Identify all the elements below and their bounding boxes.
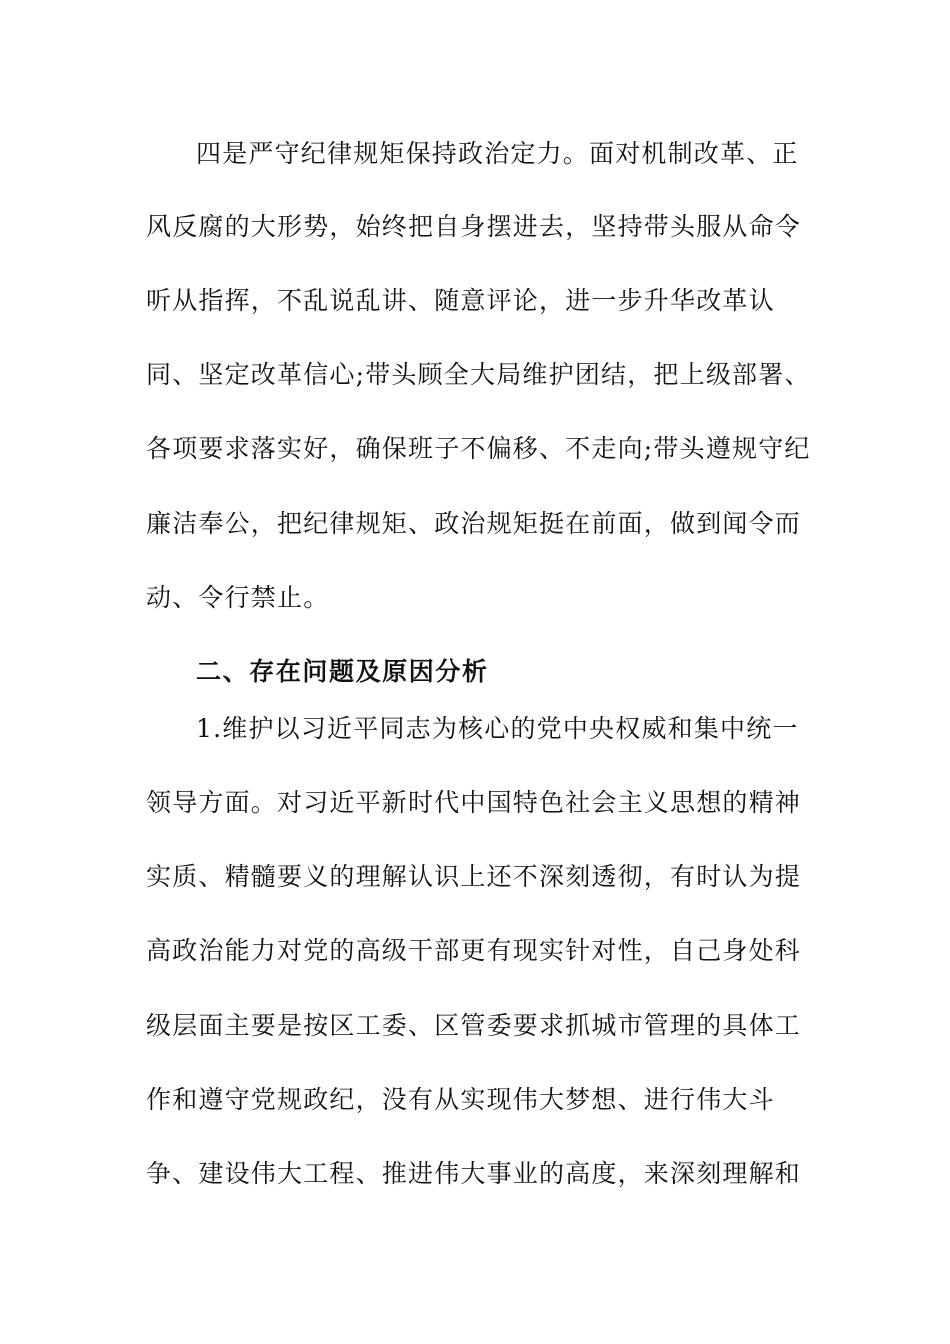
paragraph-line: 1.维护以习近平同志为核心的党中央权威和集中统一 xyxy=(196,714,799,743)
paragraph-line: 实质、精髓要义的理解认识上还不深刻透彻，有时认为提 xyxy=(146,862,802,891)
paragraph-line: 高政治能力对党的高级干部更有现实针对性，自己身处科 xyxy=(146,936,802,965)
paragraph-line: 听从指挥，不乱说乱讲、随意评论，进一步升华改革认 xyxy=(146,286,775,315)
paragraph-line: 动、令行禁止。 xyxy=(146,583,330,612)
paragraph-line: 作和遵守党规政纪，没有从实现伟大梦想、进行伟大斗 xyxy=(146,1085,775,1114)
section-heading: 二、存在问题及原因分析 xyxy=(196,657,489,686)
paragraph-line: 四是严守纪律规矩保持政治定力。面对机制改革、正 xyxy=(196,139,799,168)
paragraph-line: 领导方面。对习近平新时代中国特色社会主义思想的精神 xyxy=(146,788,802,817)
paragraph-line: 争、建设伟大工程、推进伟大事业的高度，来深刻理解和 xyxy=(146,1159,802,1188)
paragraph-line: 各项要求落实好，确保班子不偏移、不走向;带头遵规守纪 xyxy=(146,434,811,463)
paragraph-line: 级层面主要是按区工委、区管委要求抓城市管理的具体工 xyxy=(146,1011,802,1040)
paragraph-line: 风反腐的大形势，始终把自身摆进去，坚持带头服从命令 xyxy=(146,212,802,241)
paragraph-line: 同、坚定改革信心;带头顾全大局维护团结，把上级部署、 xyxy=(146,360,811,389)
paragraph-line: 廉洁奉公，把纪律规矩、政治规矩挺在前面，做到闻令而 xyxy=(146,509,802,538)
